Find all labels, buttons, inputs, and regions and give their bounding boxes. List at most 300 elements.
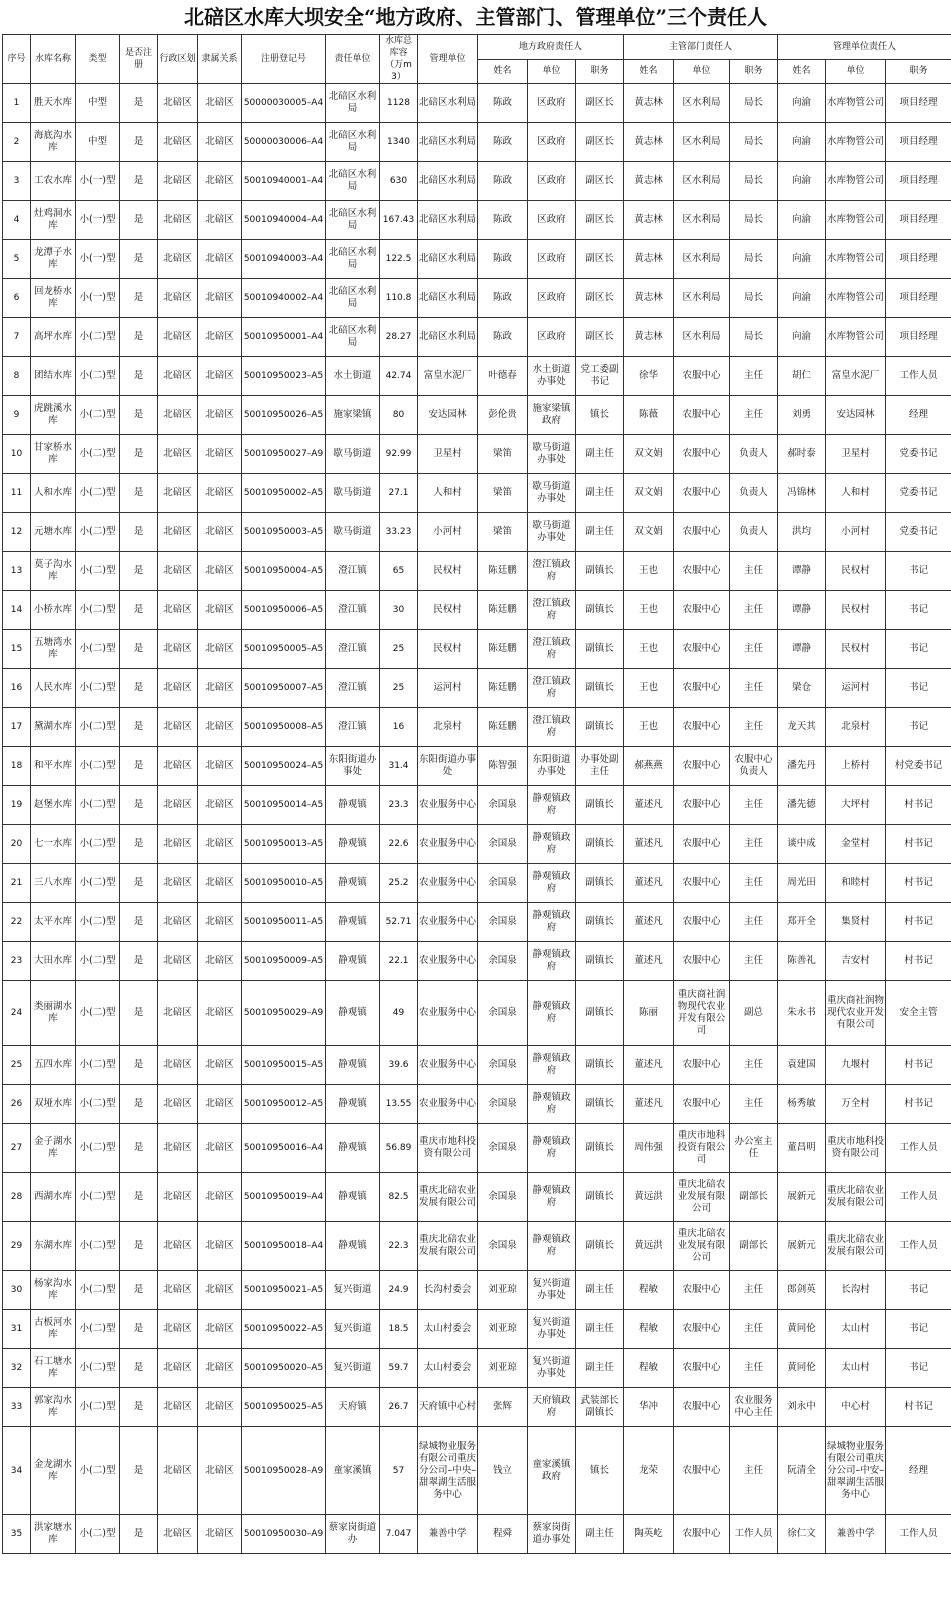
cell-dept-unit: 农服中心 [674,825,730,864]
cell-dept-person: 周伟强 [624,1124,674,1173]
cell-gov-person: 陈廷鹏 [478,630,528,669]
cell-affiliation: 北碚区 [198,240,242,279]
cell-mgmt-person: 展新元 [778,1222,826,1271]
cell-reg-no: 50010950018–A4 [242,1222,326,1271]
cell-gov-person: 钱立 [478,1427,528,1515]
cell-reg-no: 50010950029–A9 [242,981,326,1046]
cell-reg-no: 50010950003–A5 [242,513,326,552]
cell-mgmt-unit2: 集贤村 [826,903,886,942]
cell-affiliation: 北碚区 [198,357,242,396]
cell-mgmt-position: 安全主管 [886,981,951,1046]
cell-dept-unit: 重庆市地科投资有限公司 [674,1124,730,1173]
cell-name: 胜天水库 [31,84,76,123]
cell-mgmt-person: 谭静 [778,552,826,591]
cell-type: 小(二)型 [76,1388,120,1427]
cell-type: 小(二)型 [76,1046,120,1085]
cell-gov-position: 副主任 [576,1271,624,1310]
cell-reg-no: 50010950016–A4 [242,1124,326,1173]
cell-resp-unit: 静观镇 [326,786,380,825]
cell-registered: 是 [120,240,158,279]
cell-gov-person: 彭伦贵 [478,396,528,435]
table-row [3,435,951,474]
table-row [3,786,951,825]
cell-affiliation: 北碚区 [198,630,242,669]
cell-affiliation: 北碚区 [198,396,242,435]
cell-mgmt-position: 项目经理 [886,201,951,240]
cell-resp-unit: 静观镇 [326,903,380,942]
cell-mgmt-person: 董昌明 [778,1124,826,1173]
cell-resp-unit: 静观镇 [326,1222,380,1271]
cell-gov-unit: 区政府 [528,201,576,240]
cell-mgmt-person: 龙天其 [778,708,826,747]
cell-registered: 是 [120,708,158,747]
cell-dept-unit: 区水利局 [674,240,730,279]
cell-registered: 是 [120,864,158,903]
cell-mgmt-position: 书记 [886,591,951,630]
cell-mgmt-unit2: 上桥村 [826,747,886,786]
cell-dept-position: 主任 [730,864,778,903]
cell-name: 太平水库 [31,903,76,942]
cell-capacity: 26.7 [380,1388,418,1427]
cell-name: 七一水库 [31,825,76,864]
header-group-gov: 地方政府责任人 [478,35,624,60]
cell-affiliation: 北碚区 [198,318,242,357]
table-row [3,1388,951,1427]
cell-mgmt-position: 经理 [886,396,951,435]
cell-mgmt-unit2: 运河村 [826,669,886,708]
cell-resp-unit: 水土街道 [326,357,380,396]
cell-dept-unit: 农服中心 [674,942,730,981]
cell-name: 双垭水库 [31,1085,76,1124]
cell-gov-position: 副区长 [576,318,624,357]
cell-dept-unit: 农服中心 [674,669,730,708]
cell-district: 北碚区 [158,786,198,825]
cell-dept-unit: 农服中心 [674,1349,730,1388]
cell-affiliation: 北碚区 [198,1085,242,1124]
cell-gov-person: 余国泉 [478,942,528,981]
cell-gov-person: 陈廷鹏 [478,591,528,630]
header-gov-unit: 单位 [528,59,576,84]
cell-dept-person: 董述凡 [624,942,674,981]
cell-mgmt-person: 杨秀敏 [778,1085,826,1124]
cell-index: 1 [3,84,31,123]
cell-gov-person: 陈政 [478,201,528,240]
cell-affiliation: 北碚区 [198,825,242,864]
cell-mgmt-position: 书记 [886,1271,951,1310]
cell-capacity: 7.047 [380,1515,418,1554]
cell-name: 甘家桥水库 [31,435,76,474]
cell-dept-position: 副部长 [730,1173,778,1222]
cell-gov-position: 副镇长 [576,1173,624,1222]
header-gov-position: 职务 [576,59,624,84]
cell-gov-position: 武装部长副镇长 [576,1388,624,1427]
table-row [3,825,951,864]
cell-dept-unit: 农服中心 [674,1271,730,1310]
cell-type: 小(二)型 [76,1515,120,1554]
cell-mgmt-position: 项目经理 [886,123,951,162]
cell-resp-unit: 复兴街道 [326,1271,380,1310]
cell-gov-position: 副镇长 [576,1085,624,1124]
cell-dept-unit: 农服中心 [674,591,730,630]
cell-mgmt-unit: 农业服务中心 [418,981,478,1046]
cell-registered: 是 [120,1310,158,1349]
cell-capacity: 22.3 [380,1222,418,1271]
cell-mgmt-person: 郝时泰 [778,435,826,474]
cell-capacity: 22.6 [380,825,418,864]
cell-name: 龙潭子水库 [31,240,76,279]
cell-gov-unit: 东阳街道办事处 [528,747,576,786]
table-row [3,942,951,981]
cell-mgmt-unit: 民权村 [418,591,478,630]
cell-dept-unit: 重庆商社润物现代农业开发有限公司 [674,981,730,1046]
cell-dept-person: 王也 [624,591,674,630]
cell-capacity: 24.9 [380,1271,418,1310]
cell-index: 6 [3,279,31,318]
cell-dept-position: 主任 [730,1046,778,1085]
cell-index: 34 [3,1427,31,1515]
cell-reg-no: 50010950010–A5 [242,864,326,903]
cell-registered: 是 [120,630,158,669]
cell-capacity: 42.74 [380,357,418,396]
cell-capacity: 28.27 [380,318,418,357]
cell-resp-unit: 澄江镇 [326,552,380,591]
cell-name: 回龙桥水库 [31,279,76,318]
table-header [3,35,951,84]
table-row [3,1124,951,1173]
cell-mgmt-position: 项目经理 [886,162,951,201]
cell-index: 19 [3,786,31,825]
cell-gov-person: 余国泉 [478,981,528,1046]
cell-mgmt-position: 书记 [886,1310,951,1349]
cell-mgmt-unit: 农业服务中心 [418,1085,478,1124]
cell-registered: 是 [120,201,158,240]
cell-affiliation: 北碚区 [198,474,242,513]
cell-name: 类丽湖水库 [31,981,76,1046]
cell-index: 2 [3,123,31,162]
header-dept-unit: 单位 [674,59,730,84]
cell-mgmt-unit2: 水库物管公司 [826,318,886,357]
cell-district: 北碚区 [158,1427,198,1515]
cell-reg-no: 50010950007–A5 [242,669,326,708]
cell-index: 28 [3,1173,31,1222]
header-reg-no: 注册登记号 [242,35,326,84]
cell-reg-no: 50010950004–A5 [242,552,326,591]
cell-district: 北碚区 [158,903,198,942]
cell-capacity: 65 [380,552,418,591]
cell-mgmt-unit2: 水库物管公司 [826,162,886,201]
cell-district: 北碚区 [158,357,198,396]
cell-affiliation: 北碚区 [198,747,242,786]
cell-district: 北碚区 [158,84,198,123]
cell-affiliation: 北碚区 [198,864,242,903]
cell-dept-person: 董述凡 [624,786,674,825]
cell-dept-person: 陈薇 [624,396,674,435]
cell-gov-position: 副区长 [576,84,624,123]
cell-gov-unit: 歇马街道办事处 [528,435,576,474]
cell-mgmt-unit2: 水库物管公司 [826,84,886,123]
cell-affiliation: 北碚区 [198,1349,242,1388]
cell-mgmt-unit2: 和睦村 [826,864,886,903]
cell-registered: 是 [120,84,158,123]
cell-capacity: 13.55 [380,1085,418,1124]
cell-capacity: 30 [380,591,418,630]
cell-mgmt-position: 工作人员 [886,1515,951,1554]
cell-affiliation: 北碚区 [198,1124,242,1173]
table-row [3,474,951,513]
cell-type: 小(一)型 [76,201,120,240]
cell-mgmt-position: 项目经理 [886,318,951,357]
cell-capacity: 31.4 [380,747,418,786]
cell-name: 工农水库 [31,162,76,201]
cell-resp-unit: 静观镇 [326,1173,380,1222]
cell-gov-unit: 澄江镇政府 [528,552,576,591]
cell-dept-person: 程敏 [624,1271,674,1310]
cell-name: 黛湖水库 [31,708,76,747]
cell-gov-person: 陈政 [478,162,528,201]
cell-mgmt-position: 工作人员 [886,1222,951,1271]
cell-mgmt-person: 周光田 [778,864,826,903]
cell-registered: 是 [120,357,158,396]
cell-district: 北碚区 [158,747,198,786]
cell-mgmt-person: 潘先德 [778,786,826,825]
cell-district: 北碚区 [158,474,198,513]
cell-dept-person: 黄志林 [624,318,674,357]
cell-mgmt-unit2: 重庆商社润物现代农业开发有限公司 [826,981,886,1046]
cell-reg-no: 50010950009–A5 [242,942,326,981]
cell-mgmt-unit2: 太山村 [826,1310,886,1349]
cell-type: 小(二)型 [76,591,120,630]
cell-capacity: 1128 [380,84,418,123]
cell-mgmt-position: 书记 [886,1349,951,1388]
cell-affiliation: 北碚区 [198,1046,242,1085]
cell-reg-no: 50010950006–A5 [242,591,326,630]
cell-affiliation: 北碚区 [198,1310,242,1349]
cell-gov-person: 余国泉 [478,1124,528,1173]
cell-dept-person: 董述凡 [624,1085,674,1124]
cell-gov-unit: 静观镇政府 [528,1124,576,1173]
cell-dept-person: 陈丽 [624,981,674,1046]
cell-district: 北碚区 [158,201,198,240]
cell-gov-person: 余国泉 [478,786,528,825]
cell-dept-position: 工作人员 [730,1515,778,1554]
cell-registered: 是 [120,513,158,552]
cell-mgmt-unit2: 中心村 [826,1388,886,1427]
cell-mgmt-unit: 太山村委会 [418,1310,478,1349]
cell-dept-position: 主任 [730,1427,778,1515]
cell-reg-no: 50010950027–A9 [242,435,326,474]
cell-reg-no: 50000030006–A4 [242,123,326,162]
cell-type: 小(二)型 [76,630,120,669]
cell-type: 小(二)型 [76,864,120,903]
cell-dept-person: 程敏 [624,1310,674,1349]
cell-mgmt-person: 黄同伦 [778,1310,826,1349]
header-affiliation: 隶属关系 [198,35,242,84]
cell-resp-unit: 静观镇 [326,1046,380,1085]
cell-mgmt-unit2: 太山村 [826,1349,886,1388]
cell-mgmt-unit2: 民权村 [826,552,886,591]
cell-gov-unit: 澄江镇政府 [528,591,576,630]
cell-reg-no: 50010950008–A5 [242,708,326,747]
cell-mgmt-position: 村书记 [886,903,951,942]
cell-registered: 是 [120,162,158,201]
cell-mgmt-unit: 长沟村委会 [418,1271,478,1310]
cell-dept-position: 主任 [730,630,778,669]
cell-mgmt-unit2: 安达园林 [826,396,886,435]
cell-dept-person: 董述凡 [624,864,674,903]
cell-mgmt-person: 向渝 [778,201,826,240]
cell-index: 4 [3,201,31,240]
header-type: 类型 [76,35,120,84]
table-row [3,1173,951,1222]
cell-gov-person: 陈廷鹏 [478,669,528,708]
cell-affiliation: 北碚区 [198,1222,242,1271]
cell-district: 北碚区 [158,1085,198,1124]
cell-registered: 是 [120,747,158,786]
cell-gov-position: 副区长 [576,201,624,240]
header-gov-person: 姓名 [478,59,528,84]
cell-resp-unit: 北碚区水利局 [326,318,380,357]
cell-gov-position: 副镇长 [576,825,624,864]
cell-mgmt-unit: 农业服务中心 [418,825,478,864]
cell-reg-no: 50010950022–A5 [242,1310,326,1349]
cell-index: 20 [3,825,31,864]
cell-gov-person: 余国泉 [478,864,528,903]
cell-capacity: 25 [380,669,418,708]
cell-mgmt-position: 工作人员 [886,1124,951,1173]
cell-registered: 是 [120,1515,158,1554]
cell-mgmt-position: 党委书记 [886,513,951,552]
table-row [3,240,951,279]
header-mgmt-unit: 管理单位 [418,35,478,84]
table-row [3,357,951,396]
cell-reg-no: 50010940001–A4 [242,162,326,201]
cell-gov-position: 副镇长 [576,942,624,981]
cell-district: 北碚区 [158,942,198,981]
cell-dept-person: 黄远洪 [624,1173,674,1222]
cell-mgmt-position: 村书记 [886,1388,951,1427]
cell-district: 北碚区 [158,1173,198,1222]
cell-gov-unit: 静观镇政府 [528,1046,576,1085]
cell-resp-unit: 歇马街道 [326,435,380,474]
header-name: 水库名称 [31,35,76,84]
cell-dept-position: 办公室主任 [730,1124,778,1173]
cell-type: 小(二)型 [76,435,120,474]
cell-gov-unit: 区政府 [528,162,576,201]
header-resp-unit: 责任单位 [326,35,380,84]
cell-affiliation: 北碚区 [198,1515,242,1554]
cell-resp-unit: 复兴街道 [326,1349,380,1388]
cell-name: 古板河水库 [31,1310,76,1349]
cell-reg-no: 50010940002–A4 [242,279,326,318]
cell-mgmt-unit: 运河村 [418,669,478,708]
cell-registered: 是 [120,591,158,630]
cell-mgmt-unit: 重庆北碚农业发展有限公司 [418,1222,478,1271]
cell-resp-unit: 澄江镇 [326,630,380,669]
cell-mgmt-unit2: 民权村 [826,630,886,669]
cell-mgmt-person: 朱永书 [778,981,826,1046]
cell-dept-unit: 农服中心 [674,1515,730,1554]
cell-district: 北碚区 [158,825,198,864]
cell-mgmt-unit: 富皇水泥厂 [418,357,478,396]
cell-index: 5 [3,240,31,279]
cell-gov-position: 副镇长 [576,864,624,903]
cell-district: 北碚区 [158,1271,198,1310]
cell-dept-person: 董述凡 [624,825,674,864]
cell-mgmt-person: 向渝 [778,84,826,123]
cell-gov-position: 副主任 [576,513,624,552]
table-row [3,162,951,201]
cell-mgmt-unit: 兼善中学 [418,1515,478,1554]
cell-mgmt-person: 梁仓 [778,669,826,708]
cell-name: 五四水库 [31,1046,76,1085]
cell-gov-unit: 歇马街道办事处 [528,474,576,513]
cell-dept-unit: 农服中心 [674,630,730,669]
cell-reg-no: 50010950023–A5 [242,357,326,396]
cell-type: 小(二)型 [76,1310,120,1349]
cell-mgmt-unit: 人和村 [418,474,478,513]
cell-name: 杨家沟水库 [31,1271,76,1310]
cell-mgmt-unit2: 重庆北碚农业发展有限公司 [826,1173,886,1222]
table-row [3,1310,951,1349]
cell-index: 12 [3,513,31,552]
cell-dept-person: 龙荣 [624,1427,674,1515]
cell-name: 大田水库 [31,942,76,981]
cell-district: 北碚区 [158,1222,198,1271]
cell-capacity: 122.5 [380,240,418,279]
cell-district: 北碚区 [158,591,198,630]
cell-gov-person: 陈廷鹏 [478,708,528,747]
cell-district: 北碚区 [158,318,198,357]
cell-mgmt-unit: 北碚区水利局 [418,201,478,240]
cell-gov-person: 陈政 [478,84,528,123]
cell-gov-position: 党工委副书记 [576,357,624,396]
cell-mgmt-position: 村党委书记 [886,747,951,786]
cell-dept-position: 主任 [730,357,778,396]
cell-district: 北碚区 [158,123,198,162]
cell-dept-unit: 农服中心 [674,357,730,396]
cell-mgmt-unit: 北碚区水利局 [418,123,478,162]
cell-resp-unit: 静观镇 [326,825,380,864]
cell-mgmt-unit2: 兼善中学 [826,1515,886,1554]
header-capacity: 水库总库容（万m3） [380,35,418,84]
table-row [3,201,951,240]
responsibility-table [2,34,951,1554]
cell-index: 29 [3,1222,31,1271]
cell-registered: 是 [120,1085,158,1124]
cell-registered: 是 [120,1222,158,1271]
table-row [3,630,951,669]
table-row [3,1271,951,1310]
cell-dept-unit: 区水利局 [674,279,730,318]
cell-dept-person: 黄远洪 [624,1222,674,1271]
cell-dept-position: 局长 [730,162,778,201]
cell-capacity: 27.1 [380,474,418,513]
cell-mgmt-position: 村书记 [886,825,951,864]
cell-dept-position: 主任 [730,1085,778,1124]
cell-mgmt-unit: 小河村 [418,513,478,552]
cell-registered: 是 [120,435,158,474]
cell-type: 小(二)型 [76,552,120,591]
cell-reg-no: 50010950005–A5 [242,630,326,669]
cell-mgmt-person: 陈善礼 [778,942,826,981]
cell-registered: 是 [120,903,158,942]
cell-gov-unit: 静观镇政府 [528,1222,576,1271]
cell-registered: 是 [120,1427,158,1515]
cell-gov-position: 副主任 [576,1515,624,1554]
cell-affiliation: 北碚区 [198,942,242,981]
cell-name: 东湖水库 [31,1222,76,1271]
cell-mgmt-unit2: 水库物管公司 [826,123,886,162]
